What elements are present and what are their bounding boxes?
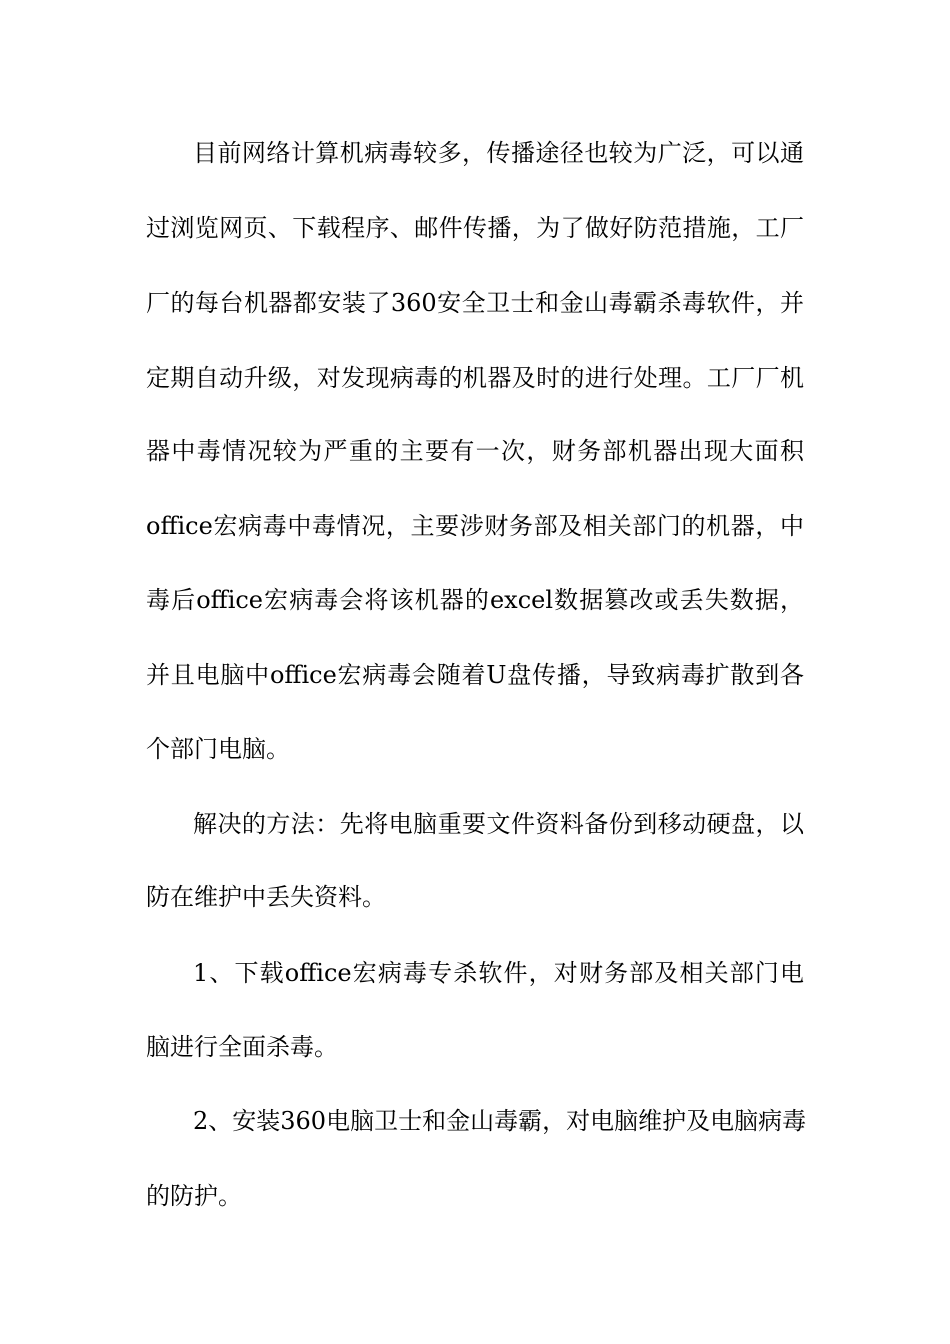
paragraph-1-line-3: 厂的每台机器都安装了360安全卫士和金山毒霸杀毒软件，并 <box>146 289 804 317</box>
paragraph-1-line-4: 定期自动升级，对发现病毒的机器及时的进行处理。工厂厂机 <box>146 364 804 392</box>
paragraph-1-line-1: 目前网络计算机病毒较多，传播途径也较为广泛，可以通 <box>193 139 804 167</box>
list-item-1-line-2: 脑进行全面杀毒。 <box>146 1033 338 1061</box>
paragraph-1-line-7: 毒后office宏病毒会将该机器的excel数据篡改或丢失数据， <box>146 586 804 614</box>
list-item-2-line-2: 的防护。 <box>146 1182 242 1210</box>
paragraph-1-line-2: 过浏览网页、下载程序、邮件传播，为了做好防范措施，工厂 <box>146 214 804 242</box>
paragraph-2-line-1: 解决的方法：先将电脑重要文件资料备份到移动硬盘，以 <box>193 810 804 838</box>
list-item-1-line-1: 1、下载office宏病毒专杀软件，对财务部及相关部门电 <box>193 959 804 987</box>
paragraph-1-line-6: office宏病毒中毒情况，主要涉财务部及相关部门的机器，中 <box>146 512 804 540</box>
paragraph-1-line-9: 个部门电脑。 <box>146 735 290 763</box>
paragraph-1-line-8: 并且电脑中office宏病毒会随着U盘传播，导致病毒扩散到各 <box>146 661 804 689</box>
list-item-2-line-1: 2、安装360电脑卫士和金山毒霸，对电脑维护及电脑病毒 <box>193 1107 807 1135</box>
paragraph-1-line-5: 器中毒情况较为严重的主要有一次，财务部机器出现大面积 <box>146 437 804 465</box>
paragraph-2-line-2: 防在维护中丢失资料。 <box>146 883 386 911</box>
